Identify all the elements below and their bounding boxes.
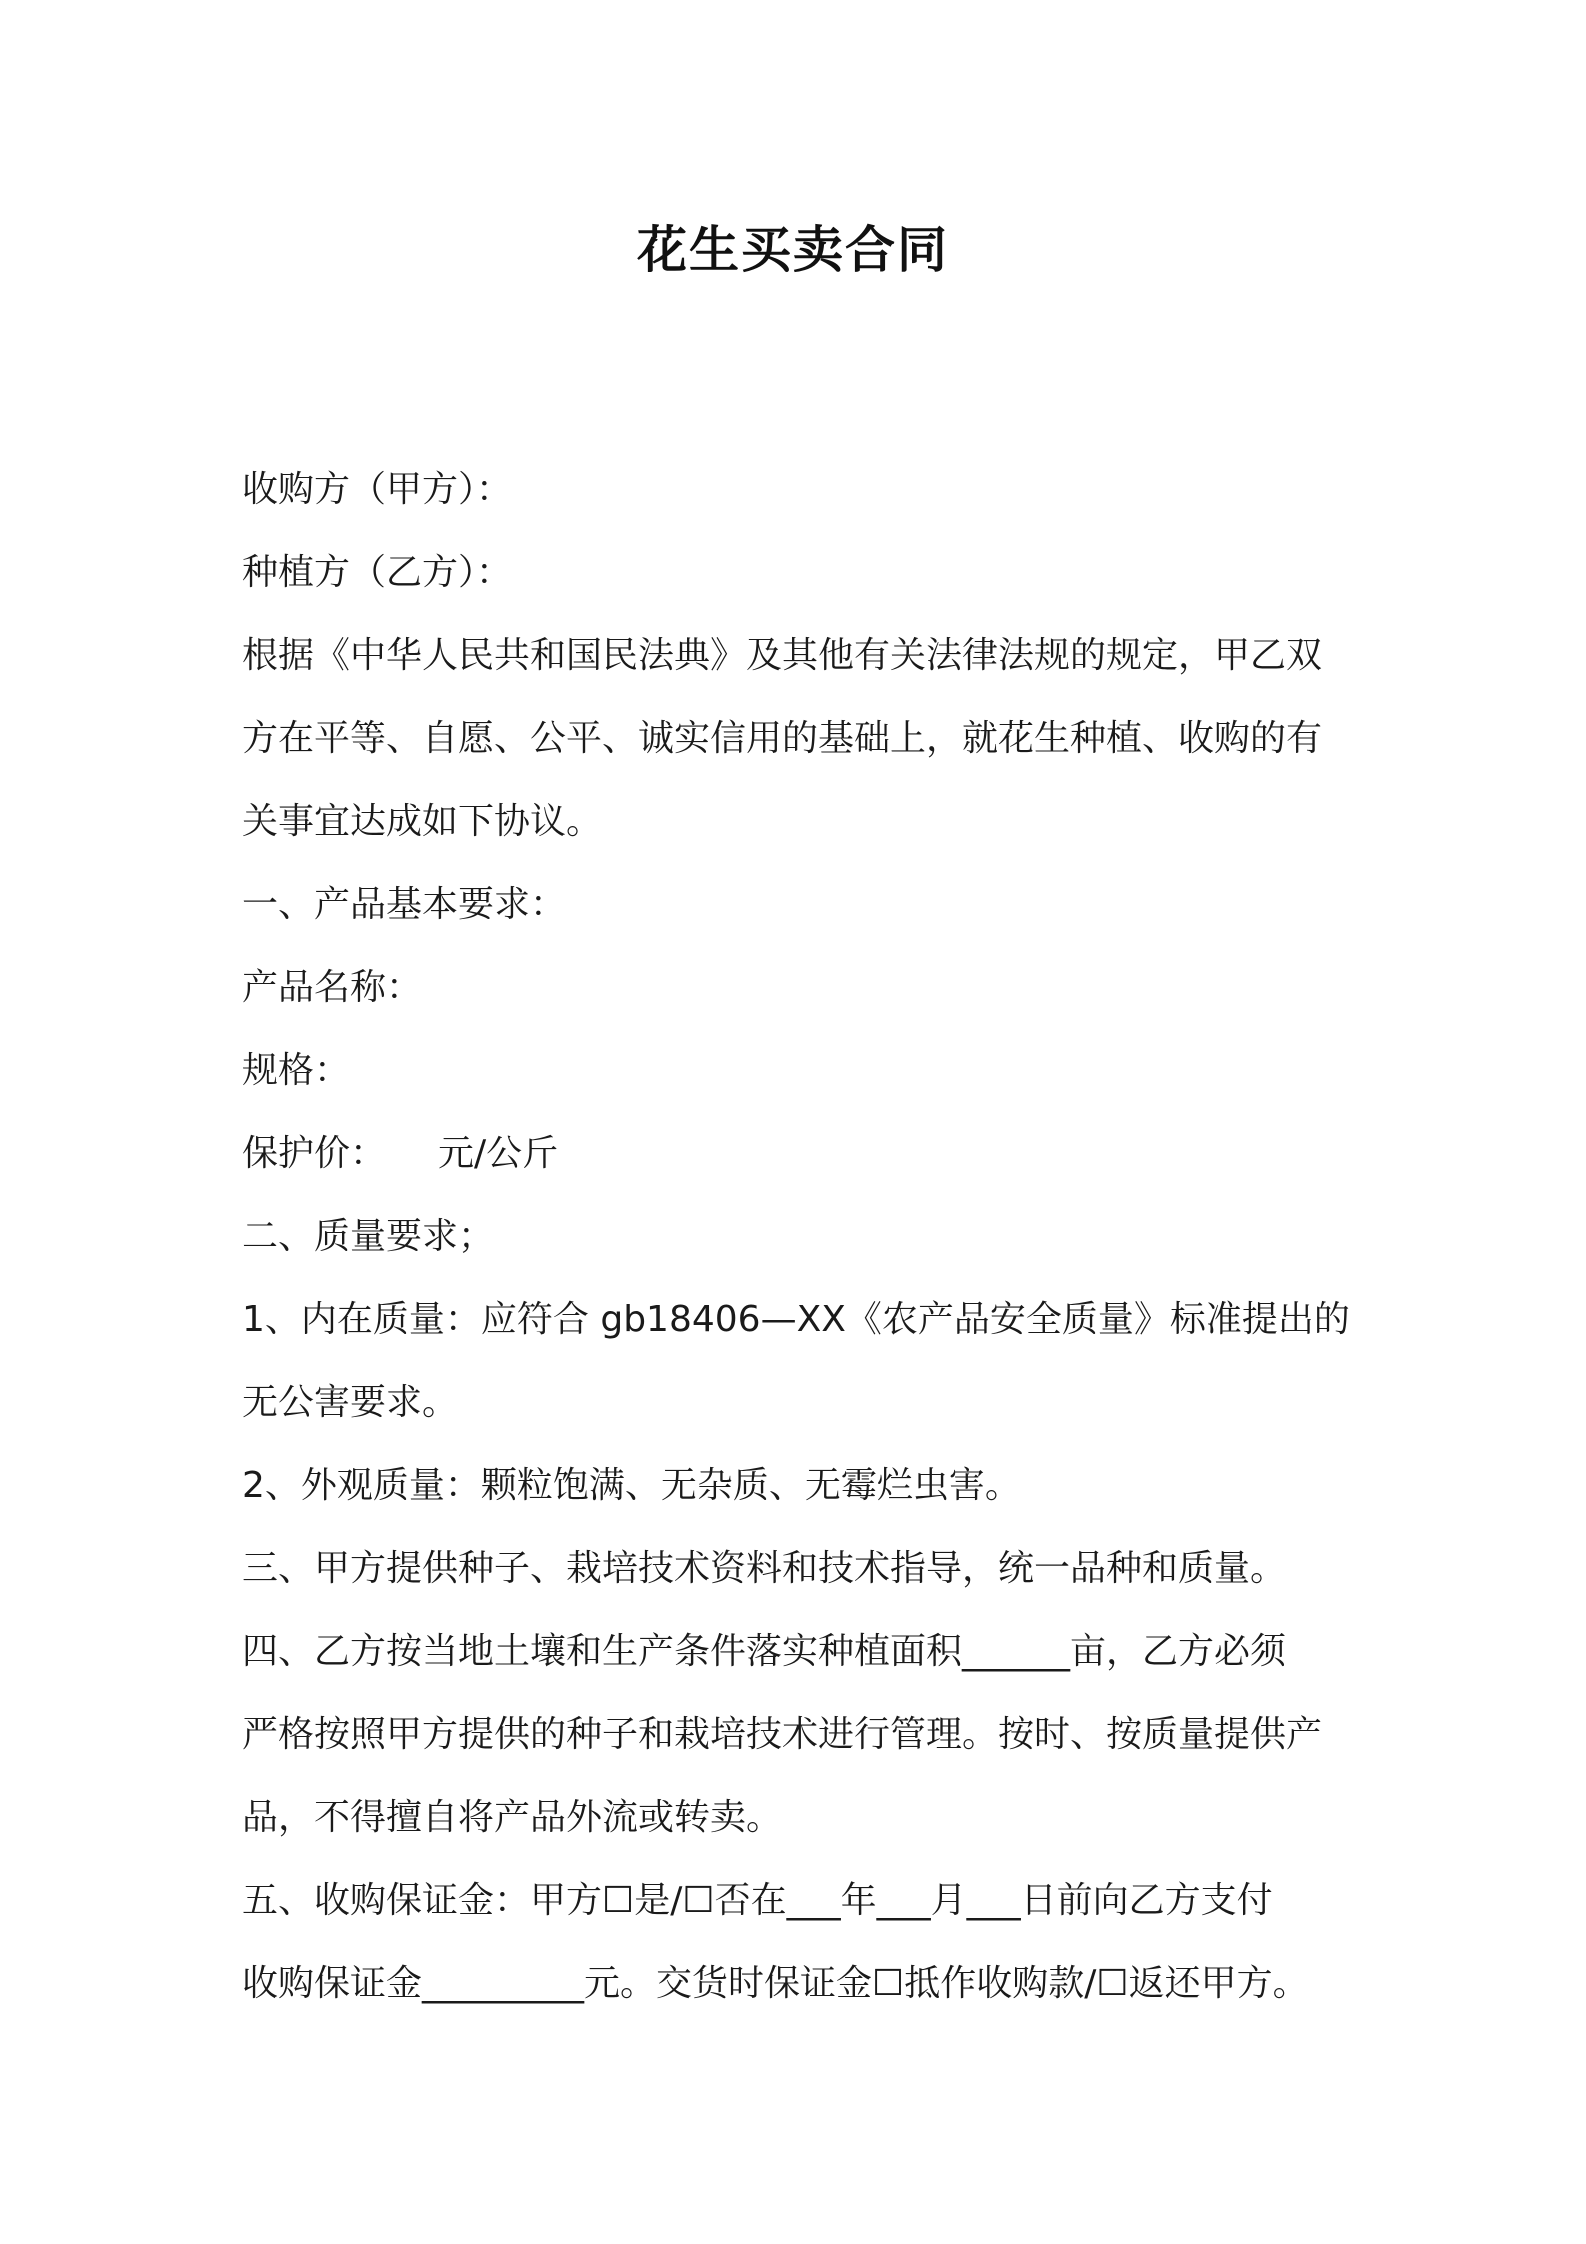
document-title: 花生买卖合同 xyxy=(637,221,949,279)
section-4-line: 严格按照甲方提供的种子和栽培技术进行管理。按时、按质量提供产 xyxy=(242,1714,1323,1755)
preamble-line: 方在平等、自愿、公平、诚实信用的基础上，就花生种植、收购的有 xyxy=(242,718,1323,759)
product-name-line: 产品名称： xyxy=(242,967,423,1008)
preamble-line: 根据《中华人民共和国民法典》及其他有关法律法规的规定，甲乙双 xyxy=(242,635,1323,676)
document-body xyxy=(242,448,1362,2025)
spec-line: 规格： xyxy=(242,1050,351,1091)
section-3-line: 三、甲方提供种子、栽培技术资料和技术指导，统一品种和质量。 xyxy=(242,1548,1287,1589)
section-5-line: 收购保证金_________元。交货时保证金☐抵作收购款/☐返还甲方。 xyxy=(242,1963,1309,2004)
section-2-heading: 二、质量要求； xyxy=(242,1216,495,1257)
price-unit: 元/公斤 xyxy=(438,1133,559,1174)
section-5-line: 五、收购保证金：甲方☐是/☐否在___年___月___日前向乙方支付 xyxy=(242,1880,1273,1921)
preamble-line: 关事宜达成如下协议。 xyxy=(242,801,603,842)
quality-item-2-line: 2、外观质量：颗粒饱满、无杂质、无霉烂虫害。 xyxy=(242,1465,1021,1506)
section-4-line: 品，不得擅自将产品外流或转卖。 xyxy=(242,1797,783,1838)
section-4-line: 四、乙方按当地土壤和生产条件落实种植面积______亩，乙方必须 xyxy=(242,1631,1287,1672)
quality-item-1-line: 无公害要求。 xyxy=(242,1382,459,1423)
grower-party-line: 种植方（乙方）： xyxy=(242,552,513,593)
buyer-party-line: 收购方（甲方）： xyxy=(242,469,513,510)
price-label: 保护价： xyxy=(242,1133,387,1174)
protection-price-line xyxy=(242,1112,1362,1195)
quality-item-1-line: 1、内在质量：应符合 gb18406—XX《农产品安全质量》标准提出的 xyxy=(242,1299,1350,1340)
section-1-heading: 一、产品基本要求： xyxy=(242,884,567,925)
